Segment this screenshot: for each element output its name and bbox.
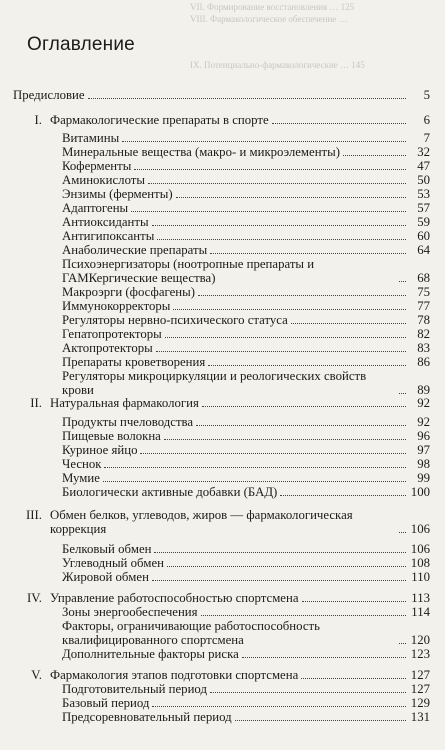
- toc-page-number: 97: [417, 443, 430, 457]
- toc-chapter-number: III.: [26, 508, 42, 522]
- toc-chapter-number: V.: [31, 668, 42, 682]
- toc-entry[interactable]: [62, 313, 430, 327]
- toc-page-number: 59: [417, 215, 430, 229]
- toc-entry[interactable]: [34, 113, 430, 127]
- toc-entry-label: Дополнительные факторы риска: [62, 647, 239, 661]
- toc-page-number: 75: [417, 285, 430, 299]
- toc-page-number: 77: [417, 299, 430, 313]
- toc-chapter-number: I.: [34, 113, 42, 127]
- toc-entry[interactable]: [62, 369, 430, 397]
- toc-entry-label: Базовый период: [62, 696, 150, 710]
- toc-entry-label: Гепатопротекторы: [62, 327, 162, 341]
- dot-leader: [152, 706, 406, 707]
- toc-entry-label: Предисловие: [13, 88, 85, 102]
- toc-entry-label: Психоэнергизаторы (ноотропные препараты и ГАМКергические вещества): [62, 257, 315, 285]
- toc-entry[interactable]: [31, 668, 430, 682]
- toc-page-number: 123: [410, 647, 430, 661]
- dot-leader: [140, 453, 406, 454]
- toc-entry[interactable]: [62, 443, 430, 457]
- toc-entry-label: Зоны энергообеспечения: [62, 605, 198, 619]
- toc-entry[interactable]: [62, 471, 430, 485]
- toc-entry[interactable]: [62, 257, 430, 285]
- toc-page-number: 120: [410, 633, 430, 647]
- dot-leader: [164, 439, 406, 440]
- toc-entry[interactable]: [62, 570, 430, 584]
- toc-entry[interactable]: [62, 696, 430, 710]
- dot-leader: [399, 643, 406, 644]
- toc-entry[interactable]: [62, 131, 430, 145]
- toc-page-number: 53: [417, 187, 430, 201]
- toc-page-number: 60: [417, 229, 430, 243]
- dot-leader: [134, 169, 406, 170]
- toc-entry-label: Факторы, ограничивающие работоспособность квалифицированного спортсмена: [62, 619, 320, 647]
- dot-leader: [152, 580, 406, 581]
- toc-entry-label: Аминокислоты: [62, 173, 145, 187]
- toc-page-number: 50: [417, 173, 430, 187]
- toc-entry[interactable]: [62, 327, 430, 341]
- toc-page-number: 92: [417, 415, 430, 429]
- dot-leader: [167, 566, 406, 567]
- toc-entry-label: Мумие: [62, 471, 100, 485]
- dot-leader: [399, 281, 406, 282]
- toc-entry-label: Витамины: [62, 131, 120, 145]
- toc-page-number: 129: [410, 696, 430, 710]
- dot-leader: [131, 211, 406, 212]
- toc-entry-label: Минеральные вещества (макро- и микроэлементы): [62, 145, 341, 159]
- toc-page-number: 110: [411, 570, 430, 584]
- toc-entry-label: Энзимы (ферменты): [62, 187, 173, 201]
- toc-entry[interactable]: [62, 145, 430, 159]
- bleed-through-text: VII. Формирование восстановления … 125: [190, 2, 355, 12]
- toc-page-number: 89: [417, 383, 430, 397]
- toc-page-number: 106: [410, 522, 430, 536]
- toc-page-number: 100: [410, 485, 430, 499]
- dot-leader: [122, 141, 406, 142]
- toc-entry[interactable]: [62, 485, 430, 499]
- toc-entry[interactable]: [62, 173, 430, 187]
- dot-leader: [399, 393, 406, 394]
- toc-page-number: 32: [417, 145, 430, 159]
- dot-leader: [154, 552, 406, 553]
- dot-leader: [198, 295, 406, 296]
- toc-entry-label: Углеводный обмен: [62, 556, 164, 570]
- toc-entry[interactable]: [62, 355, 430, 369]
- dot-leader: [103, 481, 406, 482]
- toc-entry[interactable]: [26, 508, 430, 536]
- dot-leader: [173, 309, 406, 310]
- toc-entry-label: Макроэрги (фосфагены): [62, 285, 195, 299]
- dot-leader: [235, 720, 406, 721]
- dot-leader: [272, 123, 406, 124]
- toc-entry[interactable]: [62, 341, 430, 355]
- toc-entry-label: Препараты кроветворения: [62, 355, 206, 369]
- dot-leader: [242, 657, 406, 658]
- toc-page-number: 47: [417, 159, 430, 173]
- toc-entry[interactable]: [62, 415, 430, 429]
- toc-entry[interactable]: [30, 396, 430, 410]
- toc-page-number: 82: [417, 327, 430, 341]
- dot-leader: [157, 239, 406, 240]
- bleed-through-text: VIII. Фармакологическое обеспечение …: [190, 14, 348, 24]
- toc-entry[interactable]: [62, 229, 430, 243]
- toc-entry[interactable]: [62, 159, 430, 173]
- toc-entry-label: Предсоревновательный период: [62, 710, 232, 724]
- dot-leader: [196, 425, 406, 426]
- toc-page-number: 113: [411, 591, 430, 605]
- toc-entry-label: Иммунокорректоры: [62, 299, 171, 313]
- toc-entry-label: Фармакология этапов подготовки спортсмена: [50, 668, 299, 682]
- toc-entry[interactable]: [13, 88, 430, 102]
- toc-entry-label: Жировой обмен: [62, 570, 149, 584]
- toc-page-number: 6: [423, 113, 430, 127]
- toc-entry-label: Анаболические препараты: [62, 243, 208, 257]
- toc-page-number: 114: [411, 605, 430, 619]
- toc-entry-label: Продукты пчеловодства: [62, 415, 194, 429]
- toc-page-number: 99: [417, 471, 430, 485]
- dot-leader: [152, 225, 406, 226]
- dot-leader: [343, 155, 406, 156]
- toc-entry[interactable]: [26, 591, 430, 605]
- dot-leader: [104, 467, 406, 468]
- toc-page-number: 86: [417, 355, 430, 369]
- dot-leader: [202, 406, 406, 407]
- toc-entry-label: Биологически активные добавки (БАД): [62, 485, 278, 499]
- toc-entry[interactable]: [62, 457, 430, 471]
- toc-entry[interactable]: [62, 429, 430, 443]
- dot-leader: [280, 495, 406, 496]
- toc-entry[interactable]: [62, 201, 430, 215]
- toc-entry-label: Коферменты: [62, 159, 132, 173]
- dot-leader: [148, 183, 406, 184]
- dot-leader: [302, 601, 407, 602]
- toc-entry[interactable]: [62, 619, 430, 647]
- dot-leader: [156, 351, 406, 352]
- page-title: Оглавление: [27, 34, 135, 55]
- dot-leader: [210, 253, 406, 254]
- toc-page-number: 127: [410, 668, 430, 682]
- toc-page-number: 106: [410, 542, 430, 556]
- dot-leader: [210, 692, 406, 693]
- toc-entry[interactable]: [62, 285, 430, 299]
- toc-page-number: 64: [417, 243, 430, 257]
- toc-entry-label: Пищевые волокна: [62, 429, 161, 443]
- toc-entry[interactable]: [62, 556, 430, 570]
- toc-entry[interactable]: [62, 710, 430, 724]
- toc-entry[interactable]: [62, 215, 430, 229]
- toc-page-number: 98: [417, 457, 430, 471]
- toc-entry[interactable]: [62, 647, 430, 661]
- toc-entry-label: Антиоксиданты: [62, 215, 149, 229]
- toc-entry-label: Антигипоксанты: [62, 229, 155, 243]
- toc-chapter-number: II.: [30, 396, 42, 410]
- dot-leader: [208, 365, 406, 366]
- toc-entry[interactable]: [62, 243, 430, 257]
- toc-page-number: 127: [410, 682, 430, 696]
- toc-entry-label: Обмен белков, углеводов, жиров — фармакологическая коррекция: [50, 508, 353, 536]
- toc-page-number: 5: [423, 88, 430, 102]
- toc-entry[interactable]: [62, 542, 430, 556]
- toc-page-number: 108: [410, 556, 430, 570]
- toc-entry-label: Адаптогены: [62, 201, 129, 215]
- bleed-through-text: IX. Потенциально-фармакологические … 145: [190, 60, 365, 70]
- dot-leader: [176, 197, 406, 198]
- toc-chapter-number: IV.: [26, 591, 42, 605]
- dot-leader: [165, 337, 406, 338]
- toc-entry[interactable]: [62, 187, 430, 201]
- toc-page-number: 92: [417, 396, 430, 410]
- toc-entry-label: Фармакологические препараты в спорте: [50, 113, 269, 127]
- toc-entry-label: Регуляторы микроциркуляции и реологических свойств крови: [62, 369, 367, 397]
- toc-page-number: 68: [417, 271, 430, 285]
- toc-page-number: 57: [417, 201, 430, 215]
- toc-page-number: 96: [417, 429, 430, 443]
- toc-page-number: 83: [417, 341, 430, 355]
- dot-leader: [88, 98, 406, 99]
- toc-page-number: 78: [417, 313, 430, 327]
- toc-entry[interactable]: [62, 299, 430, 313]
- toc-entry-label: Актопротекторы: [62, 341, 153, 355]
- toc-entry-label: Натуральная фармакология: [50, 396, 199, 410]
- dot-leader: [301, 678, 406, 679]
- toc-entry-label: Белковый обмен: [62, 542, 152, 556]
- toc-entry-label: Управление работоспособностью спортсмена: [50, 591, 299, 605]
- toc-page-number: 7: [423, 131, 430, 145]
- toc-entry-label: Регуляторы нервно-психического статуса: [62, 313, 288, 327]
- dot-leader: [399, 532, 406, 533]
- toc-entry-label: Подготовительный период: [62, 682, 207, 696]
- dot-leader: [201, 615, 406, 616]
- dot-leader: [291, 323, 406, 324]
- toc-entry[interactable]: [62, 682, 430, 696]
- toc-page-number: 131: [410, 710, 430, 724]
- toc-entry[interactable]: [62, 605, 430, 619]
- toc-entry-label: Куриное яйцо: [62, 443, 138, 457]
- toc-entry-label: Чеснок: [62, 457, 102, 471]
